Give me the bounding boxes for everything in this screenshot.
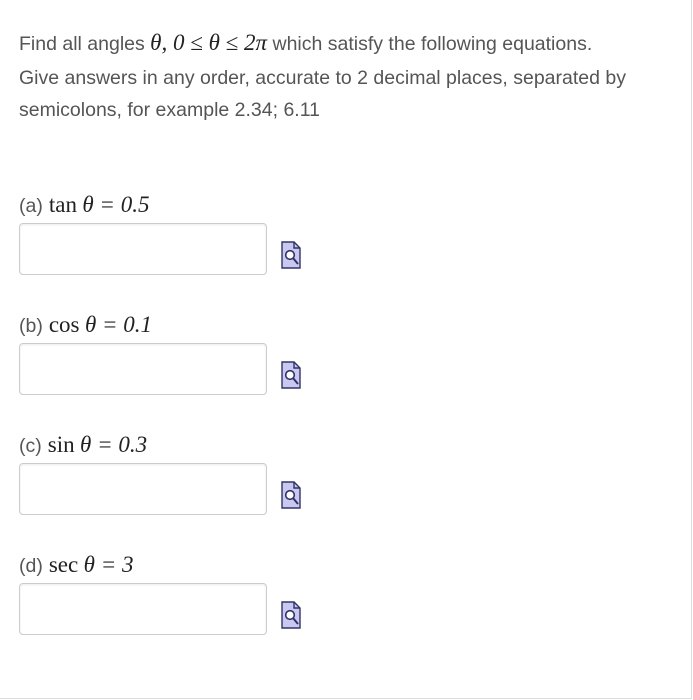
- part-d-letter: (d): [19, 555, 43, 577]
- part-a-function: tan: [48, 192, 77, 217]
- preview-icon[interactable]: [280, 241, 302, 269]
- part-d-equation: θ = 3: [83, 552, 134, 577]
- instruction-line-2: Give answers in any order, accurate to 2 decimal places, separated by semicolons, for example 2.34; 6.11: [19, 67, 626, 121]
- part-b-label: [19, 310, 679, 340]
- preview-icon[interactable]: [280, 481, 302, 509]
- instruction-suffix: which satisfy the following equations.: [272, 33, 593, 55]
- part-d: [19, 550, 679, 639]
- part-a-label: [19, 190, 679, 220]
- part-c-answer-row: [19, 463, 679, 519]
- part-c-answer-input[interactable]: [19, 463, 267, 515]
- part-c-function: sin: [47, 432, 75, 457]
- part-d-function: sec: [48, 552, 79, 577]
- part-d-answer-row: [19, 583, 679, 639]
- angle-range: , 0 ≤ θ ≤ 2π: [161, 30, 268, 55]
- part-c-letter: (c): [19, 435, 42, 457]
- part-a-answer-input[interactable]: [19, 223, 267, 275]
- part-a-equation: θ = 0.5: [82, 192, 150, 217]
- part-a: [19, 190, 679, 279]
- preview-icon[interactable]: [280, 601, 302, 629]
- part-d-label: [19, 550, 679, 580]
- part-c: [19, 430, 679, 519]
- part-a-answer-row: [19, 223, 679, 279]
- instruction-prefix: Find all angles: [19, 33, 145, 55]
- part-c-label: [19, 430, 679, 460]
- part-b-answer-input[interactable]: [19, 343, 267, 395]
- part-b-equation: θ = 0.1: [84, 312, 153, 337]
- part-d-answer-input[interactable]: [19, 583, 267, 635]
- theta-symbol: θ: [150, 30, 162, 55]
- part-b-answer-row: [19, 343, 679, 399]
- part-c-equation: θ = 0.3: [80, 432, 148, 457]
- part-b-letter: (b): [19, 315, 43, 337]
- part-b: [19, 310, 679, 399]
- preview-icon[interactable]: [280, 361, 302, 389]
- instruction-line-1: [19, 27, 689, 60]
- part-b-function: cos: [48, 312, 80, 337]
- part-a-letter: (a): [19, 195, 43, 217]
- question-instructions: [19, 27, 689, 128]
